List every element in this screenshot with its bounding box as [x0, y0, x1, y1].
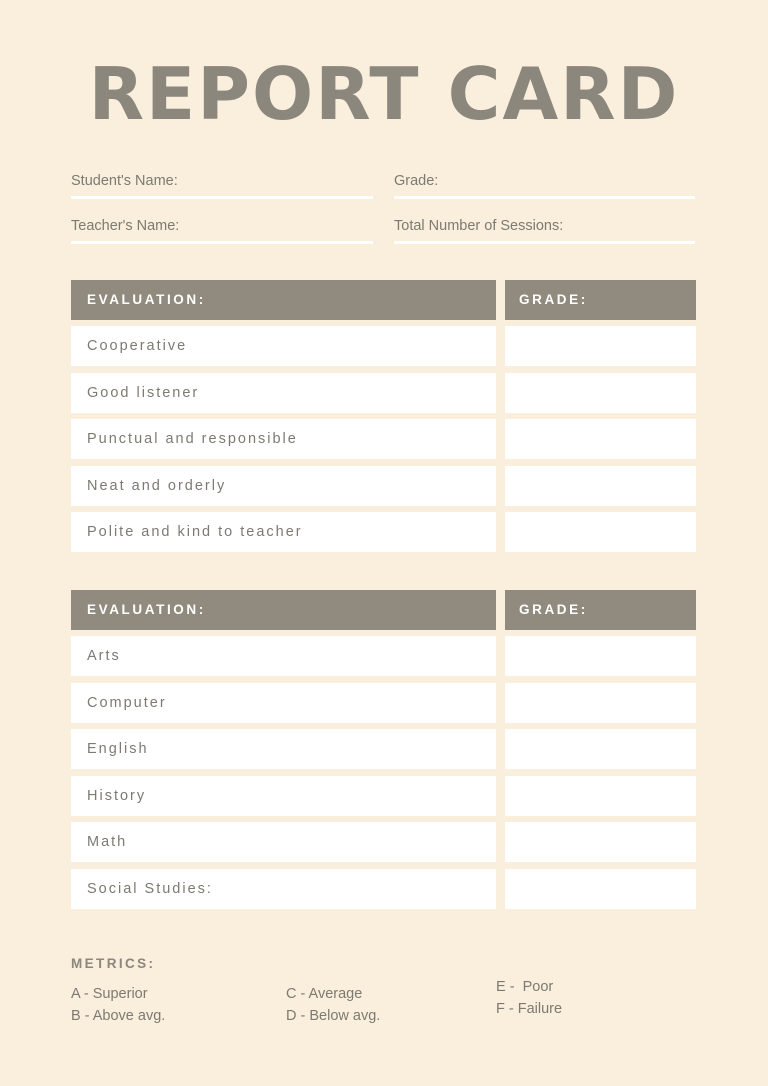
subject-label: Computer [71, 683, 496, 723]
metrics-heading: METRICS: [71, 956, 156, 971]
metric-f: F - Failure [496, 1001, 563, 1017]
page-title: REPORT CARD [88, 52, 680, 136]
metric-a: A - Superior [71, 986, 148, 1002]
table-row [71, 822, 696, 862]
table-row [71, 776, 696, 816]
table-row [71, 636, 696, 676]
table-row [71, 869, 696, 909]
grade-cell[interactable] [505, 373, 696, 413]
teacher-name-field[interactable] [71, 215, 373, 244]
grade-cell[interactable] [505, 729, 696, 769]
grade-field[interactable] [394, 170, 695, 199]
behavior-evaluation-table [71, 280, 696, 559]
subject-label: Arts [71, 636, 496, 676]
student-name-label: Student's Name: [71, 173, 178, 189]
student-name-field[interactable] [71, 170, 373, 199]
table-row [71, 419, 696, 459]
total-sessions-label: Total Number of Sessions: [394, 218, 564, 234]
grade-cell[interactable] [505, 776, 696, 816]
grade-cell[interactable] [505, 466, 696, 506]
grade-header: GRADE: [505, 590, 696, 630]
total-sessions-field[interactable] [394, 215, 695, 244]
evaluation-label: Neat and orderly [71, 466, 496, 506]
metric-b: B - Above avg. [71, 1008, 166, 1024]
table-header [71, 590, 696, 630]
table-header [71, 280, 696, 320]
evaluation-header: EVALUATION: [71, 590, 496, 630]
grade-cell[interactable] [505, 512, 696, 552]
table-row [71, 326, 696, 366]
grade-cell[interactable] [505, 869, 696, 909]
grade-cell[interactable] [505, 636, 696, 676]
grade-cell[interactable] [505, 326, 696, 366]
table-row [71, 729, 696, 769]
metric-d: D - Below avg. [286, 1008, 381, 1024]
evaluation-label: Punctual and responsible [71, 419, 496, 459]
teacher-name-label: Teacher's Name: [71, 218, 180, 234]
table-row [71, 373, 696, 413]
subject-label: English [71, 729, 496, 769]
evaluation-label: Good listener [71, 373, 496, 413]
metric-e: E - Poor [496, 979, 554, 995]
table-row [71, 466, 696, 506]
metric-c: C - Average [286, 986, 363, 1002]
subject-label: Math [71, 822, 496, 862]
evaluation-label: Cooperative [71, 326, 496, 366]
subject-label: Social Studies: [71, 869, 496, 909]
grade-cell[interactable] [505, 822, 696, 862]
table-row [71, 512, 696, 552]
subject-label: History [71, 776, 496, 816]
evaluation-label: Polite and kind to teacher [71, 512, 496, 552]
evaluation-header: EVALUATION: [71, 280, 496, 320]
grade-header: GRADE: [505, 280, 696, 320]
grade-label: Grade: [394, 173, 439, 189]
grade-cell[interactable] [505, 419, 696, 459]
grade-cell[interactable] [505, 683, 696, 723]
subject-evaluation-table [71, 590, 696, 915]
table-row [71, 683, 696, 723]
